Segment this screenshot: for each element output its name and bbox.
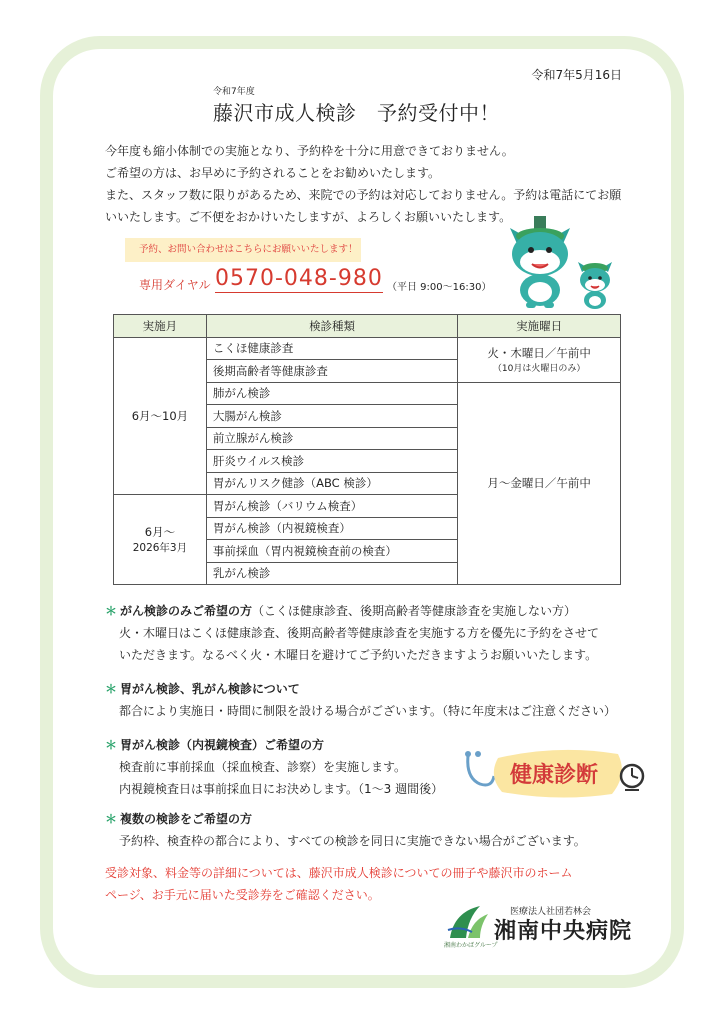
header-exam: 検診種類 bbox=[206, 315, 457, 338]
section-line: 都合により実施日・時間に制限を設ける場合がございます。（特に年度末はご注意ください） bbox=[119, 704, 617, 718]
exam-cell: 大腸がん検診 bbox=[206, 405, 457, 428]
month-cell-jun-mar bbox=[114, 495, 207, 585]
section-endoscopy bbox=[105, 734, 465, 800]
exam-cell: 胃がん検診（バリウム検査） bbox=[206, 495, 457, 518]
section-multiple bbox=[105, 808, 645, 852]
asterisk-icon: ＊ bbox=[105, 682, 118, 696]
section-line: 内視鏡検査日は事前採血日にお決めします。（1～3 週間後） bbox=[119, 782, 444, 796]
exam-cell: 前立腺がん検診 bbox=[206, 427, 457, 450]
exam-cell: 事前採血（胃内視鏡検査前の検査） bbox=[206, 540, 457, 563]
footer-note bbox=[105, 862, 645, 906]
intro-line: いいたします。ご不便をおかけいたしますが、よろしくお願いいたします。 bbox=[105, 210, 512, 224]
day-cell-mon-fri: 月～金曜日／午前中 bbox=[458, 382, 621, 585]
section-line: 火・木曜日はこくほ健康診査、後期高齢者等健康診査を実施する方を優先に予約をさせて bbox=[119, 626, 600, 640]
exam-cell: 肝炎ウイルス検診 bbox=[206, 450, 457, 473]
intro-line: ご希望の方は、お早めに予約されることをお勧めいたします。 bbox=[105, 166, 441, 180]
table-row bbox=[114, 337, 621, 360]
badge-text: 健康診断 bbox=[509, 763, 599, 788]
exam-cell: 胃がんリスク健診（ABC 検診） bbox=[206, 472, 457, 495]
exam-cell: 乳がん検診 bbox=[206, 562, 457, 585]
month-end: 2026年3月 bbox=[132, 542, 188, 554]
contact-notice: 予約、お問い合わせはこちらにお願いいたします！ bbox=[125, 238, 361, 262]
section-heading-note: （こくほ健康診査、後期高齢者等健康診査を実施しない方） bbox=[252, 604, 577, 618]
section-cancer-only bbox=[105, 600, 645, 666]
hospital-logo-icon bbox=[446, 904, 490, 940]
section-line: いただきます。なるべく火・木曜日を避けてご予約いただきますようお願いいたします。 bbox=[119, 648, 598, 662]
section-line: 予約枠、検査枠の都合により、すべての検診を同日に実施できない場合がございます。 bbox=[119, 834, 586, 848]
intro-line: また、スタッフ数に限りがあるため、来院での予約は対応しておりません。予約は電話にてお願 bbox=[105, 188, 622, 202]
header-month: 実施月 bbox=[114, 315, 207, 338]
hospital-name: 湘南中央病院 bbox=[494, 919, 633, 944]
month-start: 6月～ bbox=[144, 525, 176, 539]
section-line: 検査前に事前採血（採血検査、診察）を実施します。 bbox=[119, 760, 407, 774]
asterisk-icon: ＊ bbox=[105, 738, 118, 752]
dial-label: 専用ダイヤル bbox=[139, 278, 211, 292]
day-cell-tue-thu bbox=[458, 337, 621, 382]
section-heading: 複数の検診をご希望の方 bbox=[120, 812, 253, 826]
intro-line: 今年度も縮小体制での実施となり、予約枠を十分に用意できておりません。 bbox=[105, 144, 514, 158]
page-title: 藤沢市成人検診 予約受付中！ bbox=[213, 101, 500, 125]
issue-date: 令和7年5月16日 bbox=[531, 68, 622, 82]
mascot-small bbox=[578, 262, 612, 309]
section-heading: 胃がん検診（内視鏡検査）ご希望の方 bbox=[120, 738, 325, 752]
footer-line: 受診対象、料金等の詳細については、藤沢市成人検診についての冊子や藤沢市のホーム bbox=[105, 866, 573, 880]
section-heading: 胃がん検診、乳がん検診について bbox=[120, 682, 300, 696]
day-tue-thu: 火・木曜日／午前中 bbox=[487, 346, 591, 360]
org-name: 医療法人社団若林会 bbox=[510, 907, 592, 917]
mascot-illustration bbox=[500, 214, 625, 314]
section-stomach-breast bbox=[105, 678, 645, 722]
exam-cell: 後期高齢者等健康診査 bbox=[206, 360, 457, 383]
table-header-row bbox=[114, 315, 621, 338]
health-check-badge bbox=[462, 744, 652, 804]
header-day: 実施曜日 bbox=[458, 315, 621, 338]
month-cell-jun-oct: 6月～10月 bbox=[114, 337, 207, 495]
schedule-table bbox=[113, 314, 621, 585]
section-heading: がん検診のみご希望の方 bbox=[120, 604, 253, 618]
dial-phone-number[interactable]: 0570-048-980 bbox=[215, 266, 383, 291]
asterisk-icon: ＊ bbox=[105, 812, 118, 826]
exam-cell: こくほ健康診査 bbox=[206, 337, 457, 360]
exam-cell: 胃がん検診（内視鏡検査） bbox=[206, 517, 457, 540]
dial-hours: （平日 9:00～16:30） bbox=[387, 282, 492, 293]
mascot-large bbox=[510, 216, 570, 308]
exam-cell: 肺がん検診 bbox=[206, 382, 457, 405]
group-name: 湘南わかばグループ bbox=[444, 942, 498, 949]
fiscal-year-label: 令和7年度 bbox=[213, 87, 255, 97]
footer-line: ページ、お手元に届いた受診券をご確認ください。 bbox=[105, 888, 380, 902]
day-tue-thu-note: （10月は火曜日のみ） bbox=[492, 364, 586, 374]
asterisk-icon: ＊ bbox=[105, 604, 118, 618]
